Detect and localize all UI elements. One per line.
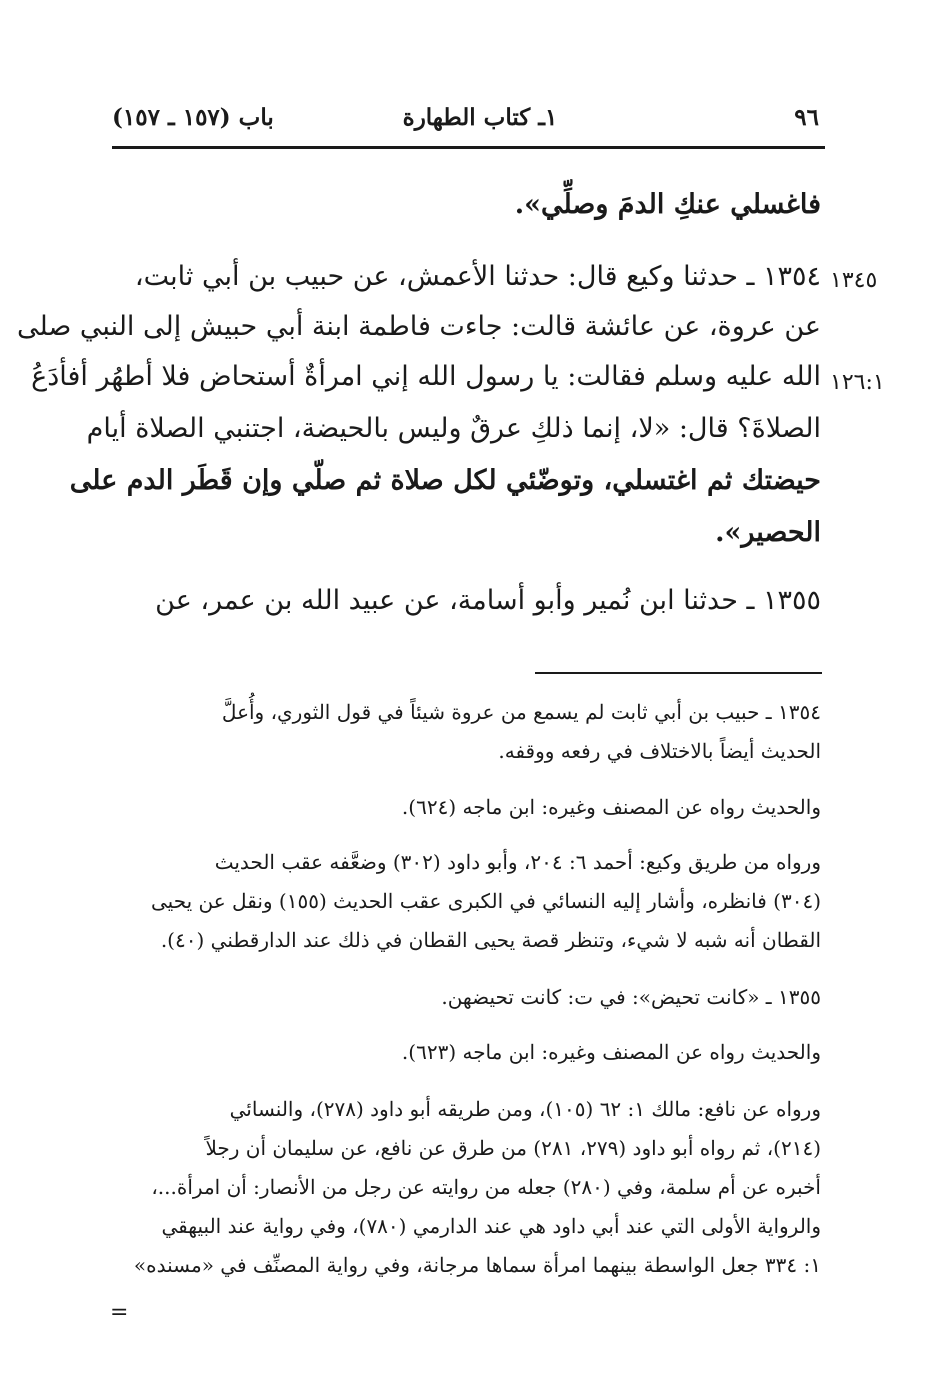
hadith-line: الصلاةَ؟ قال: «لا، إنما ذلكِ عرقٌ وليس بالحيضة، اجتنبي الصلاة أيام [86,413,821,444]
header-divider [112,146,825,149]
hadith-line: الحصير». [715,517,821,548]
footnote-line: ١٣٥٤ ـ حبيب بن أبي ثابت لم يسمع من عروة شيئاً في قول الثوري، وأُعلَّ [221,700,821,724]
footnote-line: (٢١٤)، ثم رواه أبو داود (٢٧٩، ٢٨١) من طرق عن نافع، عن سليمان أن رجلاً [205,1136,821,1160]
footnote-line: والحديث رواه عن المصنف وغيره: ابن ماجه (٦٢٤). [401,795,821,819]
hadith-line: عن عروة، عن عائشة قالت: جاءت فاطمة ابنة أبي حبيش إلى النبي صلى [16,311,821,342]
chapter-range: باب (١٥٧ ـ ١٥٧) [112,104,274,131]
hadith-line: ١٣٥٥ ـ حدثنا ابن نُمير وأبو أسامة، عن عبيد الله بن عمر، عن [155,585,821,616]
footnote-line: ورواه من طريق وكيع: أحمد ٦: ٢٠٤، وأبو داود (٣٠٢) وضعَّفه عقب الحديث [214,850,821,874]
footnote-line: ١: ٣٣٤ جعل الواسطة بينهما امرأة سماها مرجانة، وفي رواية المصنِّف في «مسنده» [133,1253,821,1277]
hadith-line: الله عليه وسلم فقالت: يا رسول الله إني امرأةٌ أستحاض فلا أطهُر أفأدَعُ [31,361,821,392]
footnote-line: ورواه عن نافع: مالك ١: ٦٢ (١٠٥)، ومن طريقه أبو داود (٢٧٨)، والنسائي [229,1097,821,1121]
margin-number: ١٣٤٥ [830,268,878,293]
footnote-line: الحديث أيضاً بالاختلاف في رفعه ووقفه. [498,739,821,763]
footnote-line: (٣٠٤) فانظره، وأشار إليه النسائي في الكبرى عقب الحديث (١٥٥) ونقل عن يحيى [151,889,821,913]
continuation-mark: = [110,1300,129,1325]
page-number: ٩٦ [794,104,819,131]
margin-reference: ١٢٦:١ [830,370,885,395]
hadith-line: حيضتك ثم اغتسلي، وتوضّئي لكل صلاة ثم صلّي وإن قَطَر الدم على [69,465,821,496]
footnote-line: أخبره عن أم سلمة، وفي (٢٨٠) جعله من روايته عن رجل من الأنصار: أن امرأة...، [151,1175,821,1199]
hadith-line: ١٣٥٤ ـ حدثنا وكيع قال: حدثنا الأعمش، عن حبيب بن أبي ثابت، [134,261,821,292]
footnote-line: ١٣٥٥ ـ «كانت تحيض»: في ت: كانت تحيضهن. [441,985,821,1009]
footnote-line: والحديث رواه عن المصنف وغيره: ابن ماجه (٦٢٣). [401,1040,821,1064]
footnote-divider [535,672,822,674]
footnote-line: والرواية الأولى التي عند أبي داود هي عند الدارمي (٧٨٠)، وفي رواية عند البيهقي [161,1214,821,1238]
footnote-line: القطان أنه شبه لا شيء، وتنظر قصة يحيى القطان في ذلك عند الدارقطني (٤٠). [160,928,821,952]
text-line: فاغسلي عنكِ الدمَ وصلِّي». [514,189,821,220]
book-title: ١ـ كتاب الطهارة [402,104,558,131]
